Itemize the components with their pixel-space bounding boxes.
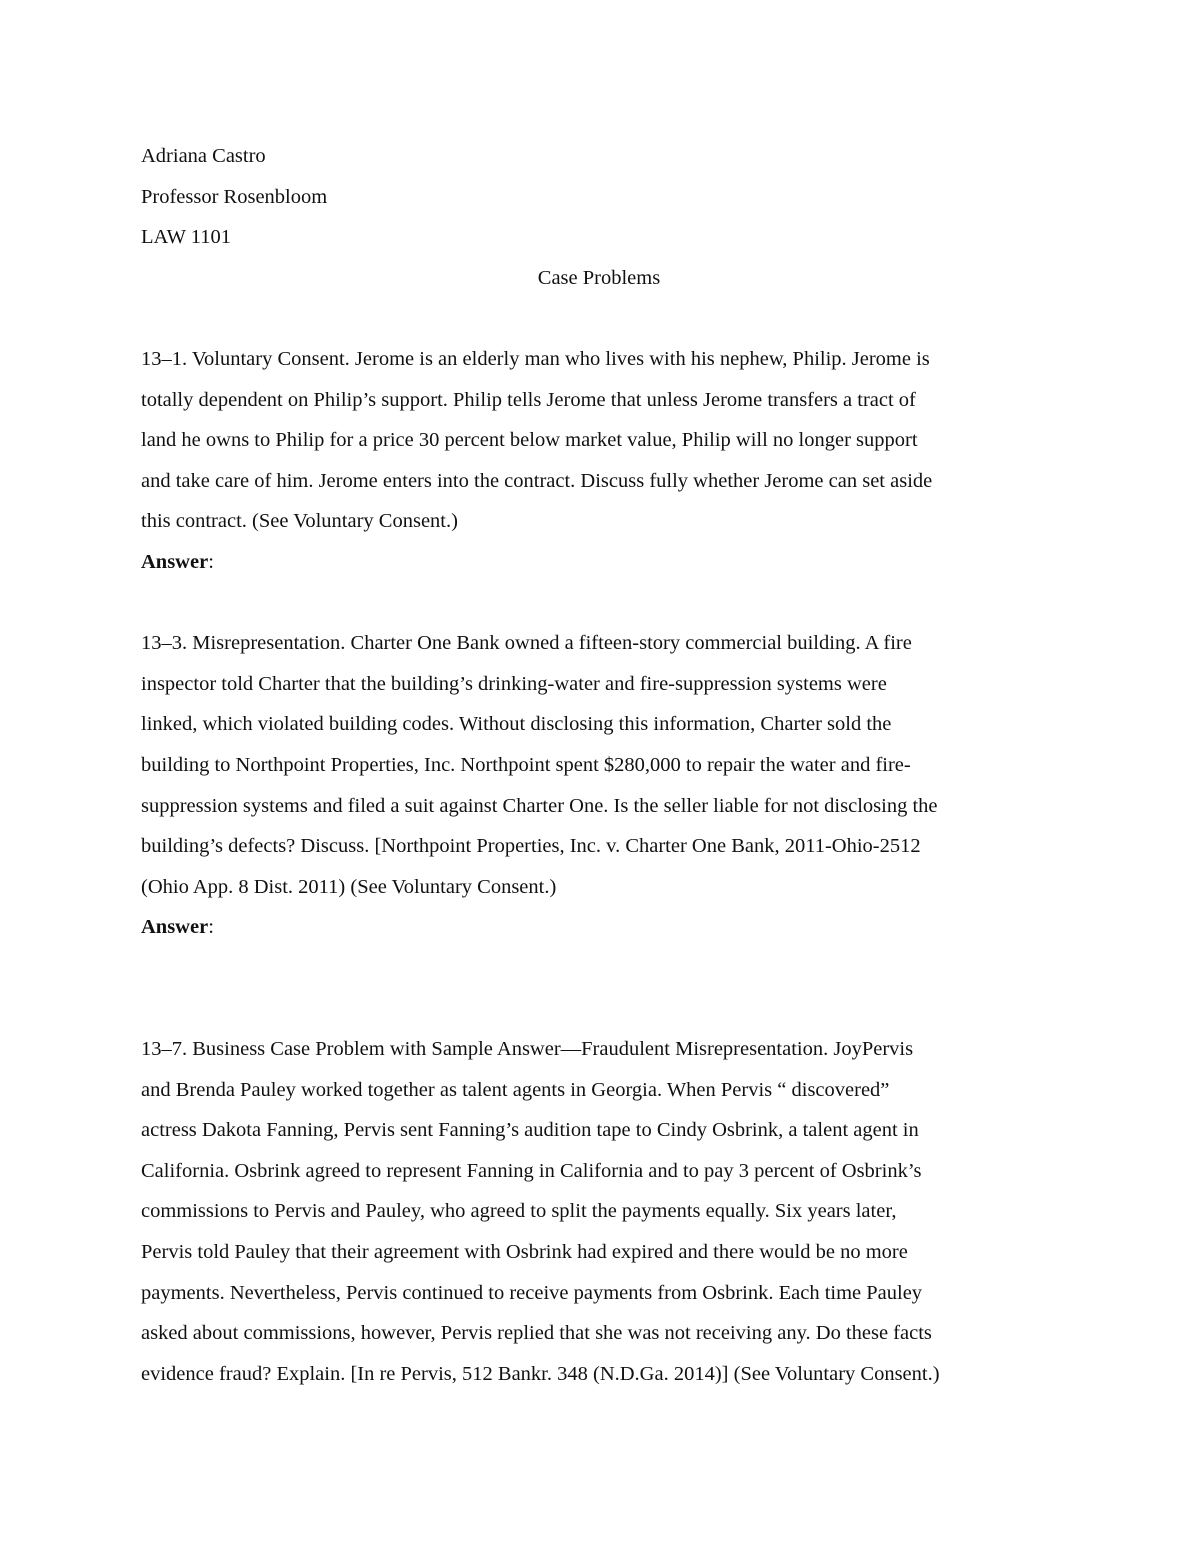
problem-line: evidence fraud? Explain. [In re Pervis, 512 Bankr. 348 (N.D.Ga. 2014)] (See Voluntary Consent.) [141, 1362, 940, 1385]
problem-line: commissions to Pervis and Pauley, who agreed to split the payments equally. Six years later, [141, 1200, 897, 1223]
spacer [141, 948, 1061, 1029]
problem-line: asked about commissions, however, Pervis replied that she was not receiving any. Do these facts [141, 1322, 932, 1345]
problem-line: payments. Nevertheless, Pervis continued to receive payments from Osbrink. Each time Pauley [141, 1281, 923, 1304]
problem-line: land he owns to Philip for a price 30 percent below market value, Philip will no longer support [141, 429, 918, 452]
problem-line: (Ohio App. 8 Dist. 2011) (See Voluntary Consent.) [141, 875, 557, 898]
problem-13-3 [141, 623, 1061, 948]
student-name: Adriana Castro [141, 145, 266, 167]
course-code: LAW 1101 [141, 226, 232, 249]
problem-line: Pervis told Pauley that their agreement with Osbrink had expired and there would be no more [141, 1241, 908, 1264]
answer-colon: : [208, 550, 214, 573]
problem-line: 13–7. Business Case Problem with Sample Answer—Fraudulent Misrepresentation. JoyPervis [141, 1038, 914, 1061]
problem-line: suppression systems and filed a suit against Charter One. Is the seller liable for not disclosing the [141, 794, 938, 817]
problem-line: building’s defects? Discuss. [Northpoint Properties, Inc. v. Charter One Bank, 2011-Ohio-2512 [141, 835, 921, 858]
problem-line: and Brenda Pauley worked together as talent agents in Georgia. When Pervis “ discovered” [141, 1078, 890, 1101]
problem-line: this contract. (See Voluntary Consent.) [141, 510, 458, 533]
answer-label: Answer [141, 916, 209, 939]
answer-line [141, 542, 1061, 583]
problem-line: California. Osbrink agreed to represent Fanning in California and to pay 3 percent of Osbrink’s [141, 1159, 922, 1182]
problem-line: building to Northpoint Properties, Inc. Northpoint spent $280,000 to repair the water and fire- [141, 753, 911, 776]
problem-line: inspector told Charter that the building’s drinking-water and fire-suppression systems were [141, 672, 887, 695]
problem-line: actress Dakota Fanning, Pervis sent Fanning’s audition tape to Cindy Osbrink, a talent agent in [141, 1119, 919, 1142]
document-body [141, 136, 1061, 1394]
problem-line: 13–1. Voluntary Consent. Jerome is an elderly man who lives with his nephew, Philip. Jerome is [141, 347, 930, 370]
problem-line: and take care of him. Jerome enters into the contract. Discuss fully whether Jerome can set aside [141, 469, 933, 492]
answer-line [141, 907, 1061, 948]
problem-line: 13–3. Misrepresentation. Charter One Bank owned a fifteen-story commercial building. A fire [141, 632, 912, 655]
document-title: Case Problems [537, 266, 661, 289]
problem-13-1 [141, 339, 1061, 583]
spacer [141, 298, 1061, 339]
problem-line: linked, which violated building codes. Without disclosing this information, Charter sold the [141, 713, 892, 736]
answer-colon: : [208, 916, 214, 939]
problem-line: totally dependent on Philip’s support. Philip tells Jerome that unless Jerome transfers a tract of [141, 388, 916, 411]
professor-name: Professor Rosenbloom [141, 185, 328, 208]
answer-label: Answer [141, 550, 209, 573]
spacer [141, 583, 1061, 624]
problem-13-7 [141, 1029, 1061, 1394]
